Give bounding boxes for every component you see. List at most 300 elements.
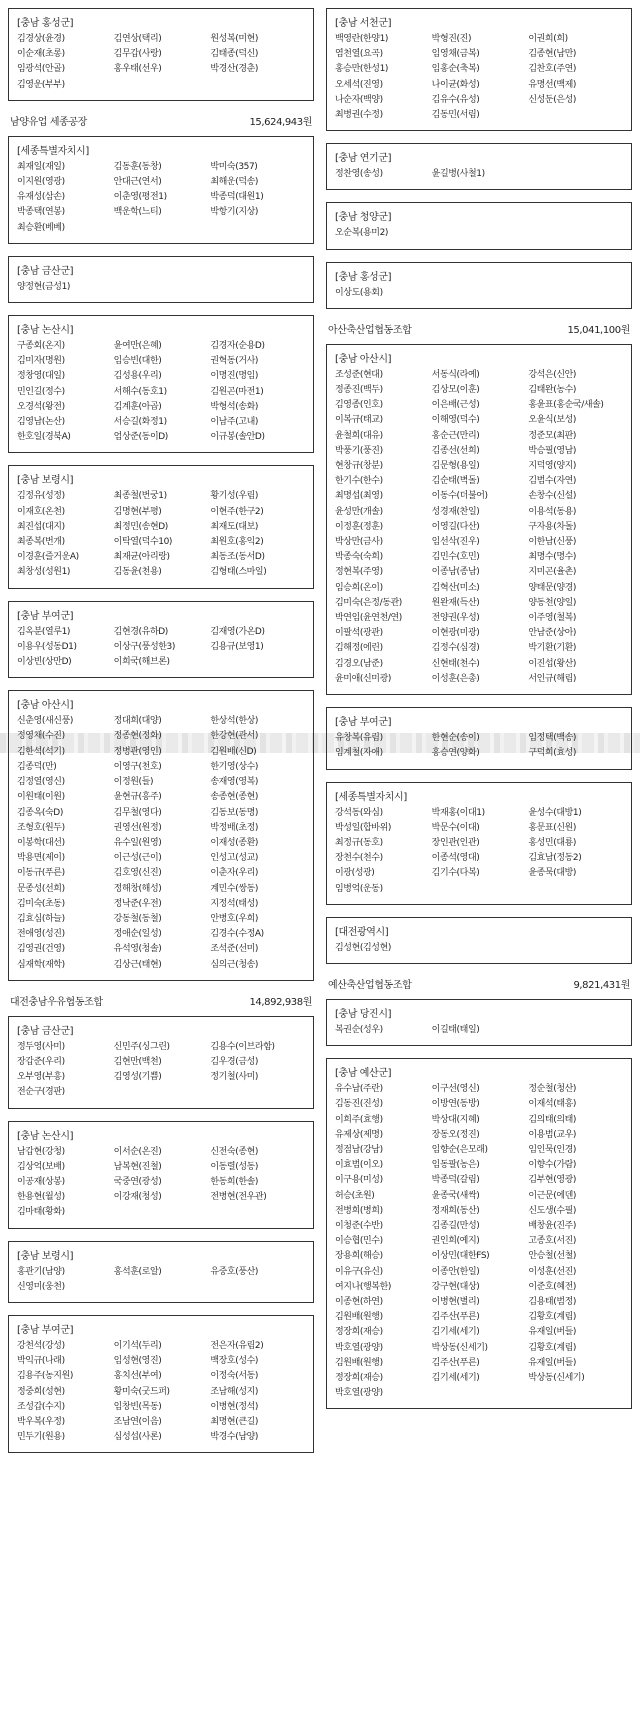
region-title: [충남 홍성군] [335, 271, 392, 283]
recipient-name: 서동식(라예) [431, 369, 480, 380]
recipient-name: 이병현(별리) [431, 1296, 480, 1307]
recipient-name: 김혁산(미소) [431, 582, 480, 593]
recipient-name: 한용현(월성) [17, 1192, 65, 1203]
recipient-name: 안승철(선철) [528, 1251, 577, 1262]
recipient-name [432, 226, 527, 241]
recipient-name: 전양권(우성) [431, 613, 480, 624]
recipient-name: 지덕영(양지) [528, 461, 577, 472]
recipient-name: 김태완(농수) [528, 385, 577, 396]
recipient-name: 윤여만(은혜) [113, 341, 162, 352]
name-grid [17, 339, 305, 445]
recipient-name: 강천석(강성) [17, 1340, 65, 1351]
recipient-name: 김원배(원행) [335, 1312, 383, 1323]
recipient-name: 김현경(유하D) [113, 626, 168, 637]
name-grid [17, 32, 305, 93]
region-title: [충남 보령시] [17, 1250, 74, 1262]
recipient-name [210, 280, 305, 295]
recipient-name: 이승협(민수) [335, 1236, 383, 1247]
name-grid [17, 1145, 305, 1221]
recipient-name: 신현태(천수) [431, 658, 480, 669]
recipient-name: 김미숙(초동) [17, 898, 65, 909]
fund-name: 남양유업 세종공장 [10, 116, 87, 128]
recipient-name [432, 1386, 527, 1401]
recipient-name: 김현만(백천) [113, 1056, 162, 1067]
recipient-name [210, 655, 305, 670]
region-title: [충남 아산시] [17, 700, 74, 712]
recipient-name: 박종덕(대원1) [210, 192, 264, 203]
recipient-name: 국중연(광성) [113, 1176, 162, 1187]
recipient-name: 정장희(재승) [335, 1327, 383, 1338]
recipient-name: 정찬영(송성) [335, 169, 383, 180]
recipient-name: 김유수(유성) [431, 94, 480, 105]
recipient-name: 전병희(병희) [335, 1205, 383, 1216]
region-box [8, 136, 314, 244]
recipient-name: 임정택(백송) [528, 733, 577, 744]
recipient-name: 김종선(선희) [431, 445, 480, 456]
recipient-name: 민두기(원용) [17, 1432, 65, 1443]
recipient-name: 오부영(부흥) [17, 1072, 65, 1083]
recipient-name: 김무철(영다) [113, 807, 162, 818]
recipient-name: 이서순(온진) [113, 1146, 162, 1157]
recipient-name: 배창윤(진주) [528, 1220, 577, 1231]
fund-name: 예산축산업협동조합 [328, 979, 412, 991]
recipient-name: 이종안(한일) [431, 1266, 480, 1277]
recipient-name: 김경자(순용D) [210, 341, 265, 352]
recipient-name: 정현복(주영) [335, 567, 383, 578]
recipient-name: 최승환(베베) [17, 222, 65, 233]
recipient-name: 홍윤표(홍순국/새솔) [528, 400, 604, 411]
recipient-name: 최재일(재일) [17, 161, 65, 172]
recipient-name: 유창복(유림) [335, 733, 383, 744]
region-box [326, 262, 632, 309]
region-title: [충남 논산시] [17, 1130, 74, 1142]
recipient-name: 이성훈(선진) [528, 1266, 577, 1277]
recipient-name: 최정민(송현D) [113, 521, 168, 532]
recipient-name: 이길태(태일) [431, 1024, 480, 1035]
recipient-name: 윤미애(신미광) [335, 673, 391, 684]
recipient-name: 정중희(성현) [17, 1386, 65, 1397]
recipient-name: 안병호(우희) [210, 913, 259, 924]
fund-amount: 15,624,943원 [249, 116, 312, 128]
recipient-name: 김영운(부부) [17, 79, 65, 90]
recipient-name: 박풍기(풍진) [335, 445, 383, 456]
recipient-name: 김계훈(아곱) [113, 401, 162, 412]
recipient-name: 유수남(주란) [335, 1084, 383, 1095]
recipient-name: 정두영(사미) [17, 1041, 65, 1052]
recipient-name: 박정배(초정) [210, 822, 259, 833]
recipient-name: 전순구(경판) [17, 1087, 65, 1098]
recipient-name: 이효범(이오) [335, 1160, 383, 1171]
recipient-name: 김종길(만성) [431, 1220, 480, 1231]
recipient-name: 이명진(명임) [210, 371, 259, 382]
recipient-name: 김효남(정동2) [528, 853, 582, 864]
region-box [8, 1016, 314, 1109]
recipient-name: 이춘자(우리) [210, 868, 259, 879]
recipient-name: 최명수(명수) [528, 552, 577, 563]
recipient-name: 김성용(우리) [113, 371, 162, 382]
recipient-name: 민인길(정수) [17, 386, 65, 397]
recipient-name: 이남주(고내) [210, 417, 259, 428]
recipient-name: 이주영(철복) [528, 613, 577, 624]
recipient-name: 김경상(윤경) [17, 34, 65, 44]
recipient-name: 정종현(정화) [113, 731, 162, 742]
recipient-name: 조성준(현대) [335, 369, 383, 380]
recipient-name: 김영권(건영) [17, 944, 65, 955]
fund-header [8, 113, 314, 128]
recipient-name: 김효심(하늘) [17, 913, 65, 924]
recipient-name: 최종철(번궁1) [113, 491, 167, 502]
recipient-name: 김기수(다복) [431, 868, 480, 879]
recipient-name: 황미숙(굿드퍼) [113, 1386, 170, 1397]
recipient-name: 조남해(성지) [210, 1386, 259, 1397]
recipient-name: 이용범(교우) [528, 1129, 577, 1140]
recipient-name [114, 1205, 209, 1220]
recipient-name: 이상빈(상만D) [17, 657, 72, 668]
recipient-name: 이영구(천호) [113, 761, 162, 772]
recipient-name: 김의태(의태) [528, 1114, 577, 1125]
name-grid [335, 32, 623, 123]
region-box [8, 690, 314, 980]
recipient-name: 박형진(진) [431, 34, 472, 44]
recipient-name: 심성섭(사론) [113, 1432, 162, 1443]
recipient-name: 이은배(근성) [431, 400, 480, 411]
recipient-name: 황기성(우림) [210, 491, 259, 502]
recipient-name: 유제상(제명) [335, 1129, 383, 1140]
recipient-name: 원완재(득산) [431, 597, 480, 608]
recipient-name: 조형호(원두) [17, 822, 65, 833]
recipient-name [210, 1205, 305, 1220]
fund-amount: 15,041,100원 [567, 324, 630, 336]
region-box [326, 917, 632, 964]
recipient-name: 최종복(번개) [17, 537, 65, 548]
recipient-name: 이희주(효행) [335, 1114, 383, 1125]
recipient-name: 김동훈(동창) [113, 161, 162, 172]
recipient-name: 양정현(금성1) [17, 281, 71, 292]
recipient-name: 임창빈(목동) [113, 1401, 162, 1412]
recipient-name: 오세석(진영) [335, 79, 383, 90]
recipient-name: 이용석(동용) [528, 506, 577, 517]
recipient-name: 박익규(나래) [17, 1356, 65, 1367]
name-grid [335, 731, 623, 761]
name-grid [335, 167, 623, 182]
recipient-name: 김원배(신D) [210, 746, 257, 757]
recipient-name: 박승필(영남) [528, 445, 577, 456]
recipient-name: 이봉학(대선) [17, 837, 65, 848]
name-grid [335, 941, 623, 956]
recipient-name: 허승(초원) [335, 1190, 375, 1201]
recipient-name: 지정석(태성) [210, 898, 259, 909]
fund-name: 대전충남우유협동조합 [10, 996, 103, 1008]
recipient-name [210, 78, 305, 93]
recipient-name: 김정열(영신) [17, 777, 65, 788]
recipient-name: 김재영(가온D) [210, 626, 265, 637]
region-box [8, 315, 314, 453]
recipient-name: 임광석(안골) [17, 64, 65, 75]
recipient-name: 박항기(지상) [210, 207, 259, 218]
recipient-name: 서인규(해림) [528, 673, 577, 684]
recipient-name: 이현주(한구2) [210, 506, 264, 517]
recipient-name: 구자용(차돌) [528, 521, 577, 532]
recipient-name: 정창영(대일) [17, 371, 65, 382]
recipient-name [528, 882, 623, 897]
recipient-name [114, 1085, 209, 1100]
name-grid [17, 280, 305, 295]
recipient-name: 최정규(동호) [335, 837, 383, 848]
recipient-name: 구덕희(효성) [528, 748, 577, 759]
recipient-name: 이근문(에덴) [528, 1190, 577, 1201]
recipient-name [528, 108, 623, 123]
recipient-name: 이용우(성동D1) [17, 641, 77, 652]
recipient-name: 임홍순(축복) [431, 64, 480, 75]
recipient-name: 이지원(영광) [17, 177, 65, 188]
recipient-name: 박경산(경춘) [210, 64, 259, 75]
recipient-name: 김종덕(만) [17, 761, 57, 772]
fund-name: 아산축산업협동조합 [328, 324, 412, 336]
recipient-name: 고종호(서진) [528, 1236, 577, 1247]
recipient-name: 조남연(이음) [113, 1416, 162, 1427]
region-title: [세종특별자치시] [335, 791, 407, 803]
region-title: [충남 논산시] [17, 325, 74, 337]
recipient-name: 정대희(대양) [113, 716, 162, 727]
recipient-name: 최진섭(대지) [17, 521, 65, 532]
recipient-name [528, 1386, 623, 1401]
region-title: [충남 아산시] [335, 353, 392, 365]
recipient-name: 이규봉(솔안D) [210, 432, 265, 443]
recipient-name: 김성현(김성현) [335, 942, 391, 953]
recipient-name: 한기영(상수) [210, 761, 259, 772]
recipient-name: 박우복(우정) [17, 1416, 65, 1427]
recipient-name: 박형석(송화) [210, 401, 259, 412]
recipient-name: 이재석(태흥) [528, 1099, 577, 1110]
recipient-name: 복권순(성우) [335, 1024, 383, 1035]
recipient-name: 김상억(보배) [17, 1161, 65, 1172]
recipient-name: 이동렬(성동) [210, 1161, 259, 1172]
region-box [326, 707, 632, 769]
recipient-name: 김용주(농지원) [17, 1371, 73, 1382]
recipient-name: 양태문(양경) [528, 582, 577, 593]
recipient-name: 계민수(쌍동) [210, 883, 259, 894]
recipient-name: 유석영(청솔) [113, 944, 162, 955]
recipient-name: 이기석(두리) [113, 1340, 162, 1351]
recipient-name: 김상근(태현) [113, 959, 162, 970]
right-column [326, 8, 632, 1421]
recipient-name: 이재호(온천) [17, 506, 65, 517]
recipient-name: 이구용(미성) [335, 1175, 383, 1186]
recipient-name [432, 941, 527, 956]
recipient-name: 홍치선(부여) [113, 1371, 162, 1382]
recipient-name: 신성둔(은성) [528, 94, 577, 105]
recipient-name: 윤철희(대유) [335, 430, 383, 441]
name-grid [17, 1040, 305, 1101]
recipient-name: 최명현(큰길) [210, 1416, 259, 1427]
recipient-name: 최재균(아리랑) [113, 552, 170, 563]
recipient-name [210, 221, 305, 236]
recipient-name: 이종석(영대) [431, 853, 480, 864]
region-box [8, 465, 314, 588]
recipient-name [528, 286, 623, 301]
recipient-name: 이성훈(은총) [431, 673, 480, 684]
recipient-name: 강구현(대상) [431, 1281, 480, 1292]
recipient-name: 이희국(해브론) [113, 657, 170, 668]
recipient-name: 전애영(성진) [17, 929, 65, 940]
recipient-name: 신전숙(종현) [210, 1146, 259, 1157]
recipient-name: 김영종(인호) [335, 400, 383, 411]
recipient-name: 이상구(풍성한3) [113, 641, 175, 652]
recipient-name: 정낙준(우전) [113, 898, 162, 909]
recipient-name: 이청준(수반) [335, 1220, 383, 1231]
recipient-name: 권혁동(거사) [210, 356, 259, 367]
recipient-name: 임영채(금복) [431, 49, 480, 60]
recipient-name: 서승길(화정1) [113, 417, 167, 428]
recipient-name: 백영란(한양1) [335, 34, 389, 44]
recipient-name [114, 221, 209, 236]
recipient-name: 김범수(자연) [528, 476, 577, 487]
region-title: [충남 예산군] [335, 1068, 392, 1080]
region-box [326, 8, 632, 131]
recipient-name: 박종숙(숙희) [335, 552, 383, 563]
recipient-name: 남복현(진철) [113, 1161, 162, 1172]
recipient-name: 최동조(동서D) [210, 552, 265, 563]
recipient-name: 박종택(연봉) [17, 207, 65, 218]
recipient-name: 홍관기(남양) [17, 1266, 65, 1277]
recipient-name: 남갑현(강청) [17, 1146, 65, 1157]
recipient-name: 전병현(전우관) [210, 1192, 267, 1203]
recipient-name: 윤종국(새싹) [431, 1190, 480, 1201]
recipient-name: 김찬호(주연) [528, 64, 577, 75]
recipient-name: 김황호(계림) [528, 1342, 577, 1353]
recipient-name: 박문수(이대) [431, 822, 480, 833]
recipient-name: 유명선(백제) [528, 79, 577, 90]
recipient-name: 조성갑(수지) [17, 1401, 65, 1412]
recipient-name: 임계철(자애) [335, 748, 383, 759]
recipient-name: 이경훈(즐거운A) [17, 552, 79, 563]
recipient-name [528, 941, 623, 956]
recipient-name: 이향수(가람) [528, 1160, 577, 1171]
recipient-name: 김경오(남준) [335, 658, 383, 669]
recipient-name: 박상동(신세기) [528, 1372, 585, 1383]
recipient-name: 윤현규(흥주) [113, 792, 162, 803]
name-grid [17, 489, 305, 580]
recipient-name: 임성현(영진) [113, 1356, 162, 1367]
recipient-name: 안대근(연서) [113, 177, 162, 188]
recipient-name: 임병억(운동) [335, 883, 383, 894]
recipient-name: 임선삭(진우) [431, 537, 480, 548]
recipient-name: 이상도(용회) [335, 287, 383, 298]
recipient-name: 김종현(남만) [528, 49, 577, 60]
recipient-name: 김용수(이브라함) [210, 1041, 275, 1052]
recipient-name: 이한남(신풍) [528, 537, 577, 548]
region-box [326, 782, 632, 905]
region-box [8, 256, 314, 303]
recipient-name: 최해운(덕송) [210, 177, 259, 188]
recipient-name: 김상모(이훈) [431, 385, 480, 396]
region-title: [충남 금산군] [17, 1025, 74, 1037]
recipient-name: 정준모(최판) [528, 430, 577, 441]
recipient-name: 김미숙(은정/동관) [335, 597, 402, 608]
recipient-name: 현창규(창분) [335, 461, 383, 472]
region-box [8, 601, 314, 679]
recipient-name: 이병현(정석) [210, 1401, 259, 1412]
recipient-name: 임승빈(대한) [113, 356, 162, 367]
recipient-name: 김마태(황화) [17, 1207, 65, 1218]
recipient-name: 이공재(상봉) [17, 1176, 65, 1187]
recipient-name: 이종현(하연) [335, 1296, 383, 1307]
recipient-name: 이팔석(광관) [335, 628, 383, 639]
recipient-name: 김동윤(천용) [113, 567, 162, 578]
recipient-name: 문종성(선희) [17, 883, 65, 894]
recipient-name: 임향순(은모래) [431, 1144, 488, 1155]
recipient-name: 이해영(덕수) [431, 415, 480, 426]
recipient-name: 여지나(행복한) [335, 1281, 391, 1292]
recipient-name: 이동수(더불어) [431, 491, 488, 502]
recipient-name: 김연상(택리) [113, 34, 162, 44]
recipient-name: 장천수(천수) [335, 853, 383, 864]
recipient-name: 인성고(성교) [210, 853, 259, 864]
region-title: [충남 당진시] [335, 1008, 392, 1020]
recipient-name: 김기세(세기) [431, 1372, 480, 1383]
recipient-name: 원성복(미현) [210, 34, 259, 44]
left-column [8, 8, 314, 1465]
region-box [326, 999, 632, 1046]
recipient-name: 이현광(미광) [431, 628, 480, 639]
region-box [8, 8, 314, 101]
recipient-name: 나순자(백양) [335, 94, 383, 105]
recipient-name: 장인관(인관) [431, 837, 480, 848]
recipient-name: 이순재(초롱) [17, 49, 65, 60]
recipient-name: 정점남(강남) [335, 1144, 383, 1155]
recipient-name: 김부현(영광) [528, 1175, 577, 1186]
recipient-name: 오윤식(보성) [528, 415, 577, 426]
recipient-name: 백운학(느티) [113, 207, 162, 218]
region-box [8, 1121, 314, 1229]
recipient-name: 박상동(신세기) [431, 1342, 488, 1353]
recipient-name [432, 286, 527, 301]
name-grid [335, 226, 623, 241]
region-title: [충남 서천군] [335, 18, 392, 29]
region-title: [충남 보령시] [17, 475, 74, 487]
recipient-name: 최창성(성원1) [17, 567, 71, 578]
recipient-name: 신도생(수필) [528, 1205, 577, 1216]
recipient-name: 이춘영(평전1) [113, 192, 167, 203]
recipient-name [114, 280, 209, 295]
name-grid [335, 1082, 623, 1401]
recipient-name: 지미곤(율촌) [528, 567, 577, 578]
region-box [326, 1058, 632, 1409]
recipient-name: 이권희(희) [528, 34, 568, 44]
recipient-name: 김미자(명원) [17, 356, 65, 367]
recipient-name: 김태종(덕신) [210, 49, 259, 60]
recipient-name: 김원곤(마전1) [210, 386, 264, 397]
recipient-name: 정영채(수진) [17, 731, 65, 742]
recipient-name: 안남준(상아) [528, 628, 577, 639]
fund-header [326, 976, 632, 991]
region-box [326, 344, 632, 695]
recipient-name: 홍우태(선우) [113, 64, 162, 75]
recipient-name: 홍승연(양화) [431, 748, 480, 759]
region-box [326, 143, 632, 190]
recipient-name: 강동철(동철) [113, 913, 162, 924]
recipient-name: 김정유(성정) [17, 491, 65, 502]
recipient-name: 이재성(종환) [210, 837, 259, 848]
recipient-name: 김영성(기쁨) [113, 1072, 162, 1083]
name-grid [335, 286, 623, 301]
recipient-name: 송종현(종현) [210, 792, 259, 803]
recipient-name [528, 1023, 623, 1038]
recipient-name: 박미숙(357) [210, 161, 258, 172]
recipient-name: 유재일(버들) [528, 1327, 577, 1338]
recipient-name: 임승희(온이) [335, 582, 383, 593]
region-title: [충남 부여군] [17, 610, 74, 622]
